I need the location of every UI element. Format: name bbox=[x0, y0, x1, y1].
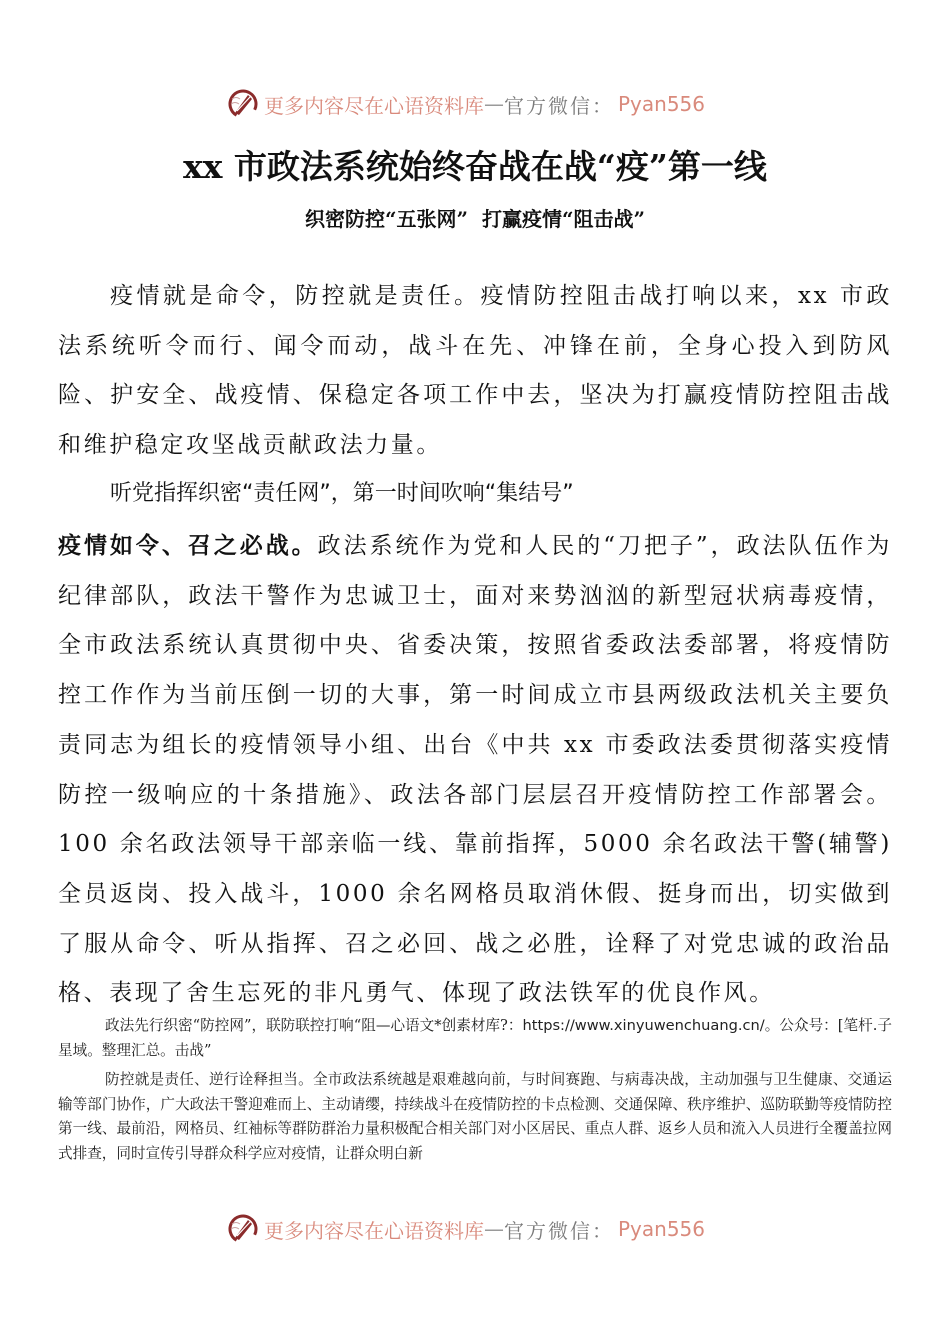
quill-pen-logo-icon bbox=[226, 87, 260, 121]
website-link[interactable]: https://www.xinyuwenchuang.cn/ bbox=[522, 1017, 765, 1034]
paragraph-lead-bold: 疫情如令、召之必战。 bbox=[58, 532, 318, 559]
watermark-dash: — bbox=[484, 92, 504, 116]
small-paragraph-text: 防控就是责任、逆行诠释担当。全市政法系统越是艰难越向前，与时间赛跑、与病毒决战，主动加强与卫生健康、交通运输等部门协作，广大政法干警迎难而上、主动请缨，持续战斗在疫情防控的卡点检测、交通保障、秩序维护、巡防联勤等疫情防控第一线、最前沿，网格员、红袖标等群防群治力量积极配合相关部门对小区居民、重点人群、返乡人员和流入人员进行全覆盖拉网式排查，同时宣传引导群众科学应对疫情，让群众明白新 bbox=[58, 1071, 892, 1162]
paragraph-mobilization bbox=[58, 521, 892, 1019]
watermark-wechat-id: Pyan556 bbox=[618, 92, 706, 116]
watermark-site-text: 更多内容尽在心语资料库 bbox=[264, 1218, 484, 1243]
watermark-dash: — bbox=[484, 1217, 504, 1241]
watermark-official-label: 官方微信： bbox=[504, 1218, 614, 1243]
paragraph-body-text: 政法系统作为党和人民的“刀把子”，政法队伍作为纪律部队，政法干警作为忠诚卫士，面对来势汹汹的新型冠状病毒疫情，全市政法系统认真贯彻中央、省委决策，按照省委政法委部署，将疫情防控工作作为当前压倒一切的大事，第一时间成立市县两级政法机关主要负责同志为组长的疫情领导小组、出台《中共 xx 市委政法委贯彻落实疫情防控一级响应的十条措施》、政法各部门层层召开疫情防控工作部署会。100 余名政法领导干部亲临一线、靠前指挥，5000 余名政法干警(辅警)全员返岗、投入战斗，1000 余名网格员取消休假、挺身而出，切实做到了服从命令、听从指挥、召之必回、战之必胜，诠释了对党忠诚的政治品格、表现了舍生忘死的非凡勇气、体现了政法铁军的优良作风。 bbox=[58, 533, 892, 1007]
small-paragraph-text-a: 政法先行织密“防控网”，联防联控打响“阻—心语文*创素材库?： bbox=[105, 1017, 523, 1034]
small-paragraph-responsibility bbox=[58, 1068, 892, 1166]
paragraph-intro: 疫情就是命令，防控就是责任。疫情防控阻击战打响以来，xx 市政法系统听令而行、闻令而动，战斗在先、冲锋在前，全身心投入到防风险、护安全、战疫情、保稳定各项工作中去，坚决为打赢疫情防控阻击战和维护稳定攻坚战贡献政法力量。 bbox=[58, 283, 892, 459]
quill-pen-logo-icon bbox=[226, 1212, 260, 1246]
document-title: xx 市政法系统始终奋战在战“疫”第一线 bbox=[183, 147, 767, 186]
watermark-official-label: 官方微信： bbox=[504, 93, 614, 118]
watermark-wechat-id: Pyan556 bbox=[618, 1217, 706, 1241]
watermark-banner-top bbox=[226, 84, 705, 124]
section-heading: 听党指挥织密“责任网”，第一时间吹响“集结号” bbox=[110, 481, 574, 506]
watermark-site-text: 更多内容尽在心语资料库 bbox=[264, 93, 484, 118]
small-paragraph-text-b: 。公众号：[笔杆.子星域。整理汇总。击战” bbox=[58, 1017, 892, 1059]
document-subtitle: 织密防控“五张网” 打赢疫情“阻击战” bbox=[305, 207, 645, 231]
watermark-banner-bottom bbox=[226, 1209, 705, 1249]
small-paragraph-prevention-net bbox=[58, 1014, 892, 1063]
